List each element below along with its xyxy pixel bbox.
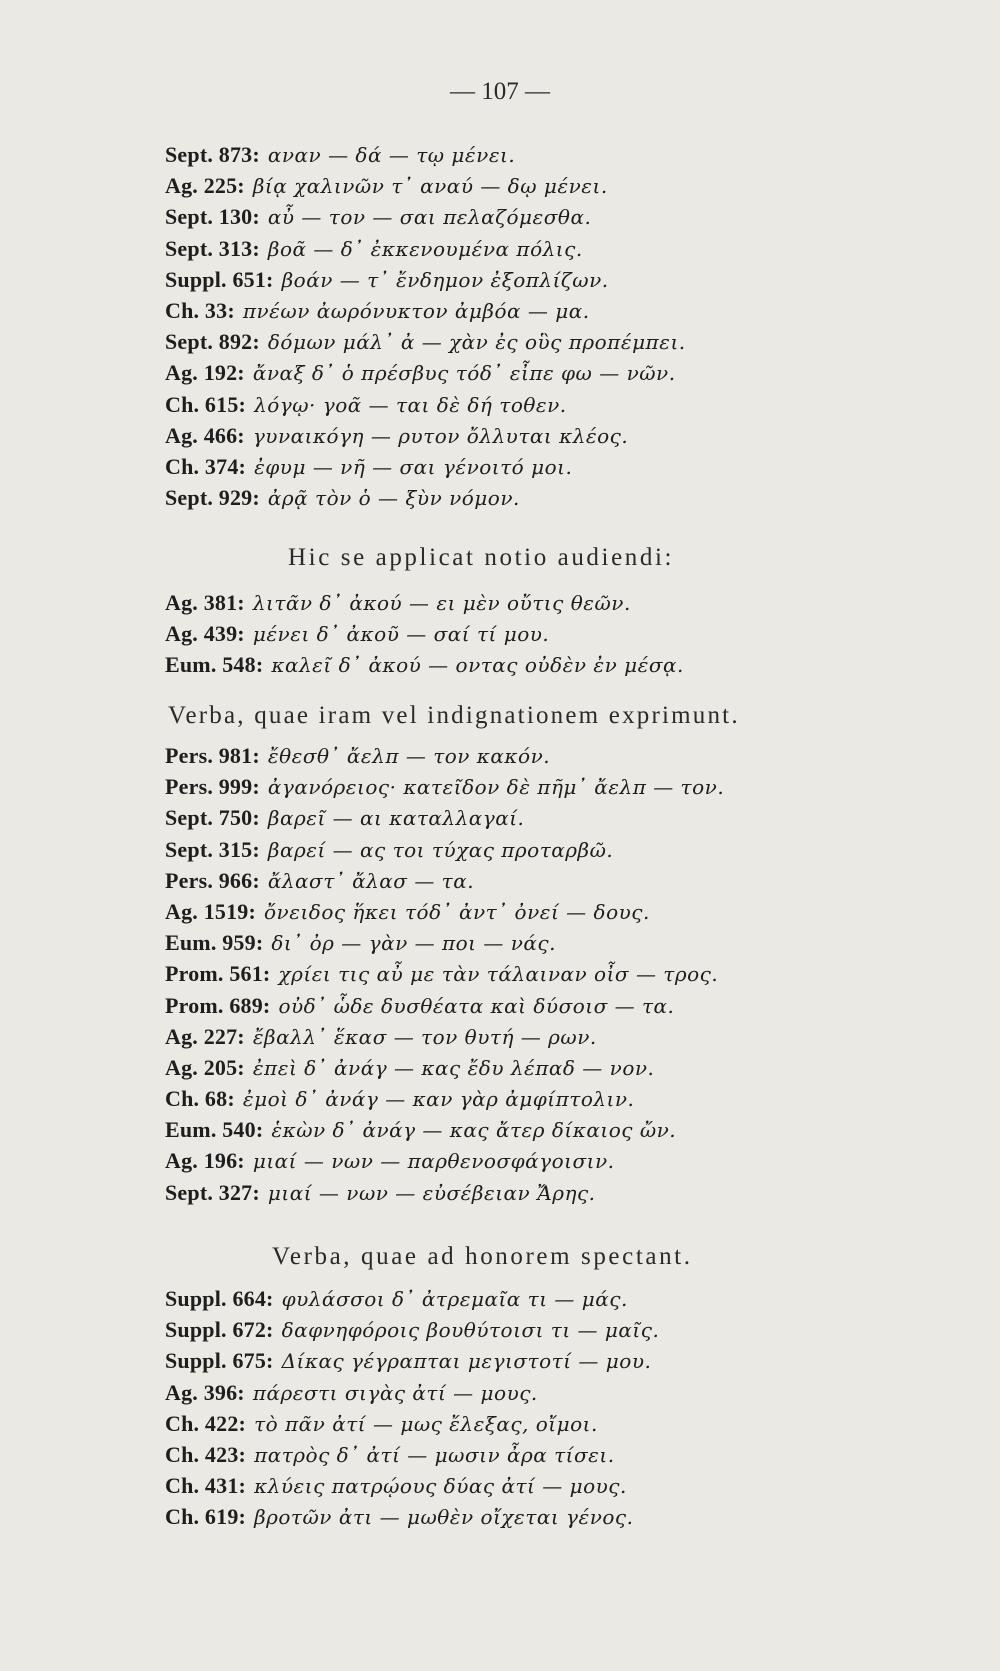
entry-line: [165, 451, 985, 482]
entry-text: μένει δ᾽ ἀκοῦ — σαί τί μου.: [252, 622, 550, 647]
entry-reference: Sept. 892:: [165, 329, 260, 355]
entry-line: [165, 357, 985, 388]
entry-text: βαρεῖ — αι καταλλαγαί.: [267, 806, 525, 831]
entry-text: ἄναξ δ᾽ ὁ πρέσβυς τόδ᾽ εἶπε φω — νῶν.: [252, 361, 676, 386]
entry-line: [165, 865, 985, 896]
entry-text: χρίει τις αὖ με τὰν τάλαιναν οἶσ — τρος.: [278, 962, 719, 987]
entry-line: [165, 1283, 985, 1314]
page-number: — 107 —: [450, 78, 550, 105]
entry-line: [165, 990, 985, 1021]
entry-text: μιαί — νων — παρθενοσφάγοισιν.: [252, 1149, 615, 1174]
entry-reference: Sept. 327:: [165, 1179, 260, 1205]
entry-line: [165, 1501, 985, 1532]
entry-reference: Suppl. 675:: [165, 1348, 274, 1374]
entry-text: φυλάσσοι δ᾽ ἀτρεμαῖα τι — μάς.: [281, 1287, 628, 1311]
entry-reference: Sept. 313:: [165, 235, 260, 261]
entry-line: [165, 1145, 985, 1176]
section-heading: Verba, quae ad honorem spectant.: [272, 1243, 693, 1270]
entry-line: [165, 587, 985, 618]
entry-line: [165, 1408, 985, 1439]
entry-reference: Suppl. 651:: [165, 266, 274, 292]
entry-text: Δίκας γέγραπται μεγιστοτί — μου.: [281, 1349, 652, 1374]
entry-text: βοάν — τ᾽ ἔνδημον ἐξοπλίζων.: [281, 267, 609, 292]
entry-line: [165, 389, 985, 420]
entry-reference: Eum. 548:: [165, 652, 264, 678]
entry-line: [165, 139, 985, 170]
entry-reference: Ag. 192:: [165, 360, 245, 386]
entry-reference: Pers. 999:: [165, 774, 260, 800]
entry-text: αὖ — τον — σαι πελαζόμεσθα.: [267, 205, 592, 230]
section-1: [165, 139, 985, 513]
entry-text: ἄλαστ᾽ ἄλασ — τα.: [267, 868, 475, 893]
entry-reference: Ch. 422:: [165, 1410, 247, 1436]
entry-line: [165, 1314, 985, 1345]
entry-reference: Sept. 873:: [165, 142, 260, 167]
entry-text: ἀρᾷ τὸν ὁ — ξὺν νόμον.: [267, 486, 520, 511]
entry-text: βαρεί — ας τοι τύχας προταρβῶ.: [267, 837, 614, 862]
entry-text: αναν — δά — τῳ μένει.: [267, 143, 516, 167]
entry-reference: Ag. 196:: [165, 1148, 245, 1174]
entry-line: [165, 740, 985, 771]
entry-reference: Sept. 315:: [165, 836, 260, 862]
entry-line: [165, 1439, 985, 1470]
entry-text: βροτῶν ἀτι — μωθὲν οἴχεται γένος.: [254, 1505, 634, 1530]
entry-text: λόγῳ· γοᾶ — ται δὲ δή τοθεν.: [254, 392, 567, 417]
entry-text: βοᾶ — δ᾽ ἐκκενουμένα πόλις.: [267, 236, 583, 261]
entry-reference: Suppl. 672:: [165, 1317, 274, 1343]
entry-text: πάρεστι σιγὰς ἀτί — μους.: [252, 1380, 538, 1405]
entry-text: ἐπεὶ δ᾽ ἀνάγ — κας ἔδυ λέπαδ — νον.: [252, 1055, 655, 1080]
entry-reference: Sept. 750:: [165, 805, 260, 831]
entry-text: πατρὸς δ᾽ ἀτί — μωσιν ἆρα τίσει.: [254, 1442, 615, 1467]
entry-text: ἑκὼν δ᾽ ἀνάγ — κας ἄτερ δίκαιος ὤν.: [271, 1118, 677, 1143]
entry-line: [165, 1345, 985, 1376]
entry-line: [165, 1114, 985, 1145]
entry-reference: Pers. 966:: [165, 867, 260, 893]
entry-reference: Ch. 374:: [165, 453, 247, 479]
entry-reference: Suppl. 664:: [165, 1286, 274, 1311]
entry-text: ἐφυμ — νῆ — σαι γένοιτό μοι.: [254, 454, 573, 479]
entry-line: [165, 420, 985, 451]
entry-reference: Ch. 423:: [165, 1441, 247, 1467]
entry-line: [165, 1377, 985, 1408]
entry-line: [165, 896, 985, 927]
entry-text: ἐμοὶ δ᾽ ἀνάγ — καν γὰρ ἀμφίπτολιν.: [242, 1087, 635, 1112]
entry-text: κλύεις πατρῴους δύας ἀτί — μους.: [254, 1474, 627, 1499]
entry-reference: Prom. 689:: [165, 992, 271, 1018]
entry-reference: Pers. 981:: [165, 743, 260, 768]
entry-reference: Ag. 225:: [165, 173, 245, 199]
entry-line: [165, 618, 985, 649]
entry-line: [165, 326, 985, 357]
entry-text: ὄνειδος ἥκει τόδ᾽ ἀντ᾽ ὀνεί — δους.: [264, 899, 650, 924]
entry-text: γυναικόγη — ρυτον ὄλλυται κλέος.: [252, 423, 629, 448]
entry-text: δι᾽ ὀρ — γὰν — ποι — νάς.: [271, 931, 556, 956]
entry-reference: Prom. 561:: [165, 961, 271, 987]
entry-text: ἔβαλλ᾽ ἕκασ — τον θυτή — ρων.: [252, 1024, 597, 1049]
entry-text: δόμων μάλ᾽ ἀ — χὰν ἐς οὓς προπέμπει.: [267, 330, 686, 355]
entry-text: ἀγανόρειος· κατεῖδον δὲ πῆμ᾽ ἄελπ — τον.: [267, 775, 725, 800]
section-heading: Hic se applicat notio audiendi:: [288, 544, 675, 571]
entry-line: [165, 834, 985, 865]
entry-line: [165, 958, 985, 989]
entry-reference: Ag. 439:: [165, 621, 245, 647]
entry-line: [165, 802, 985, 833]
entry-reference: Ag. 381:: [165, 590, 245, 615]
entry-text: βίᾳ χαλινῶν τ᾽ αναύ — δῳ μένει.: [252, 174, 608, 199]
entry-reference: Ch. 68:: [165, 1086, 235, 1112]
entry-text: δαφνηφόροις βουθύτοισι τι — μαῖς.: [281, 1318, 660, 1343]
entry-line: [165, 264, 985, 295]
entry-text: τὸ πᾶν ἀτί — μως ἔλεξας, οἴμοι.: [254, 1411, 598, 1436]
entry-line: [165, 201, 985, 232]
entry-line: [165, 927, 985, 958]
section-3: [165, 740, 985, 1208]
entry-text: οὐδ᾽ ὧδε δυσθέατα καὶ δύσοισ — τα.: [278, 993, 675, 1018]
entry-text: καλεῖ δ᾽ ἀκού — οντας οὐδὲν ἐν μέσᾳ.: [271, 653, 684, 678]
entry-text: λιτᾶν δ᾽ ἀκού — ει μὲν οὔτις θεῶν.: [252, 591, 631, 615]
entry-line: [165, 1083, 985, 1114]
section-4: [165, 1283, 985, 1533]
entry-line: [165, 295, 985, 326]
entry-line: [165, 1021, 985, 1052]
entry-text: ἔθεσθ᾽ ἄελπ — τον κακόν.: [267, 744, 551, 768]
entry-reference: Ch. 431:: [165, 1473, 247, 1499]
entry-line: [165, 482, 985, 513]
entry-reference: Ag. 396:: [165, 1379, 245, 1405]
section-heading: Verba, quae iram vel indignationem exprimunt.: [168, 702, 740, 729]
entry-reference: Ch. 615:: [165, 391, 247, 417]
entry-reference: Ag. 1519:: [165, 898, 257, 924]
entry-reference: Eum. 959:: [165, 930, 264, 956]
entry-line: [165, 233, 985, 264]
entry-line: [165, 170, 985, 201]
entry-reference: Ag. 227:: [165, 1023, 245, 1049]
entry-line: [165, 771, 985, 802]
entry-text: πνέων ἀωρόνυκτον ἀμβόα — μα.: [242, 298, 590, 323]
entry-line: [165, 1052, 985, 1083]
entry-line: [165, 649, 985, 680]
entry-line: [165, 1470, 985, 1501]
entry-reference: Ch. 619:: [165, 1504, 247, 1530]
section-2: [165, 587, 985, 681]
entry-reference: Ag. 466:: [165, 422, 245, 448]
entry-text: μιαί — νων — εὐσέβειαν Ἄρης.: [267, 1180, 596, 1205]
entry-reference: Ag. 205:: [165, 1054, 245, 1080]
entry-line: [165, 1177, 985, 1208]
entry-reference: Ch. 33:: [165, 297, 235, 323]
entry-reference: Sept. 929:: [165, 485, 260, 511]
entry-reference: Eum. 540:: [165, 1117, 264, 1143]
entry-reference: Sept. 130:: [165, 204, 260, 230]
